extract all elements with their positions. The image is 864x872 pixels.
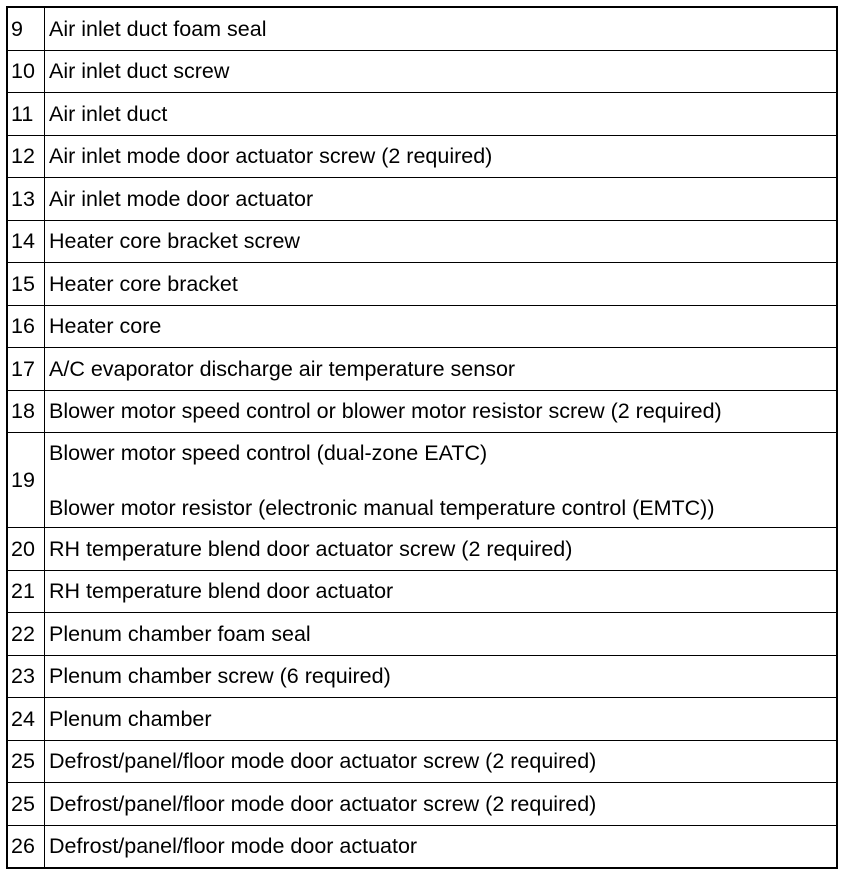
table-row (7, 50, 837, 93)
table-row (7, 178, 837, 221)
item-number: 18 (7, 390, 45, 433)
item-number: 12 (7, 135, 45, 178)
item-description (45, 655, 838, 698)
item-description-line: Air inlet mode door actuator screw (2 required) (49, 144, 493, 169)
item-description-line: A/C evaporator discharge air temperature sensor (49, 356, 516, 381)
parts-legend-body (7, 7, 837, 868)
item-description (45, 220, 838, 263)
item-number: 9 (7, 7, 45, 50)
item-description-line: Air inlet duct (49, 101, 168, 126)
item-description (45, 50, 838, 93)
item-description-line: Defrost/panel/floor mode door actuator screw (2 required) (49, 749, 597, 774)
table-row (7, 220, 837, 263)
parts-legend-table (6, 6, 838, 869)
item-description-line: Defrost/panel/floor mode door actuator screw (2 required) (49, 791, 597, 816)
item-description-line: Plenum chamber screw (6 required) (49, 664, 391, 689)
item-description (45, 613, 838, 656)
table-row (7, 390, 837, 433)
table-row (7, 528, 837, 571)
table-row (7, 783, 837, 826)
item-number: 23 (7, 655, 45, 698)
item-description-line: Blower motor speed control (dual-zone EATC) (49, 440, 488, 465)
item-description (45, 433, 838, 528)
table-row (7, 135, 837, 178)
table-row (7, 655, 837, 698)
item-number: 19 (7, 433, 45, 528)
item-number: 11 (7, 93, 45, 136)
item-number: 21 (7, 570, 45, 613)
table-row (7, 825, 837, 868)
item-description (45, 348, 838, 391)
item-description-line: RH temperature blend door actuator (49, 579, 394, 604)
item-description (45, 93, 838, 136)
item-description (45, 390, 838, 433)
item-description-line: Air inlet duct foam seal (49, 16, 267, 41)
item-number: 15 (7, 263, 45, 306)
item-number: 25 (7, 740, 45, 783)
table-row (7, 570, 837, 613)
table-row (7, 305, 837, 348)
item-description (45, 825, 838, 868)
item-number: 22 (7, 613, 45, 656)
table-row (7, 348, 837, 391)
item-number: 14 (7, 220, 45, 263)
item-description (45, 783, 838, 826)
item-description (45, 263, 838, 306)
item-description (45, 305, 838, 348)
item-number: 24 (7, 698, 45, 741)
item-description-line: Plenum chamber foam seal (49, 621, 311, 646)
table-row (7, 613, 837, 656)
table-row (7, 740, 837, 783)
item-description-line: Heater core bracket (49, 271, 238, 296)
item-description-line: Defrost/panel/floor mode door actuator (49, 834, 418, 859)
item-number: 13 (7, 178, 45, 221)
item-description (45, 740, 838, 783)
item-description (45, 698, 838, 741)
table-row (7, 93, 837, 136)
item-number: 17 (7, 348, 45, 391)
table-row (7, 698, 837, 741)
item-description-line: Plenum chamber (49, 706, 212, 731)
table-row (7, 263, 837, 306)
table-row (7, 7, 837, 50)
item-number: 25 (7, 783, 45, 826)
item-number: 16 (7, 305, 45, 348)
item-description-line: Blower motor resistor (electronic manual temperature control (EMTC)) (49, 495, 715, 520)
item-number: 20 (7, 528, 45, 571)
item-description (45, 178, 838, 221)
item-description-line: Blower motor speed control or blower motor resistor screw (2 required) (49, 399, 722, 424)
item-description (45, 7, 838, 50)
item-number: 10 (7, 50, 45, 93)
item-description-line: Air inlet mode door actuator (49, 186, 314, 211)
table-row (7, 433, 837, 528)
item-description-line: Heater core (49, 314, 162, 339)
item-number: 26 (7, 825, 45, 868)
item-description (45, 528, 838, 571)
item-description-line: RH temperature blend door actuator screw (2 required) (49, 536, 573, 561)
item-description (45, 135, 838, 178)
item-description-line: Air inlet duct screw (49, 59, 230, 84)
item-description (45, 570, 838, 613)
item-description-line: Heater core bracket screw (49, 229, 300, 254)
